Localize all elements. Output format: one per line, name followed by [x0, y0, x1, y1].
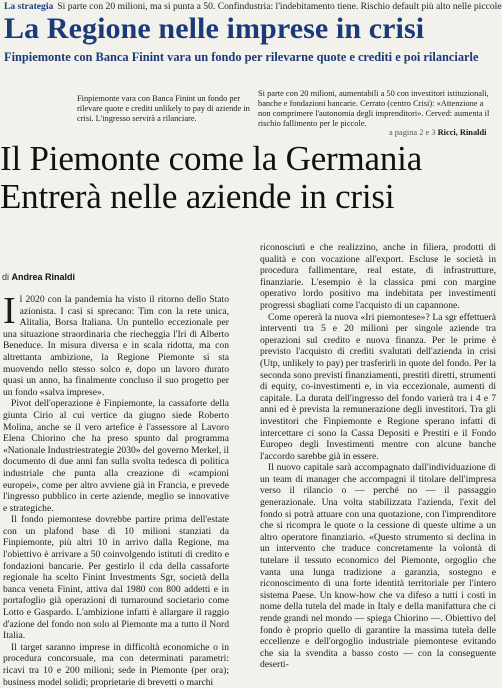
paragraph: Pivot dell'operazione è Finpiemonte, la cassaforte della giunta Cirio al cui vertice da giugno siede Roberto Molina, anche se il vero artefice è l'assessore al Lavoro Elena Chiorino che ha preso spunto dal programma «Nationale Industriestrategie 2030» del governo Merkel, il documento di due anni fan sulla svolta tedesca di politica industriale che punta alla creazione di «campioni europei», come per altro avviene già in Francia, e prevede l'ingresso pubblico in certe aziende, meglio se innovative e strategiche. — [3, 398, 229, 514]
paragraph: Come opererà la nuova «Iri piemontese»? La sgr effettuerà interventi tra 5 e 20 milioni per singole aziende tra operazioni sul credito e nuova finanza. Per le prime è previsto l'acquisto di crediti svalutati dell'azienda in crisi (Utp, unlikely to pay) per trasferirli in quote del fondo. Per la seconda sono previsti finanziamenti, prestiti diretti, strumenti di equity, co-investimenti e, in via eccezionale, aumenti di capitale. La durata dell'ingresso del fondo varierà tra i 4 e 7 anni ed è prevista la remunerazione degli investitori. Tra gli investitori che Finpiemonte e Regione sperano infatti di intercettare ci sono la Cassa Depositi e Prestiti e il Fondo Europeo degli Investimenti mentre con alcune banche l'accordo sarebbe già in essere. — [260, 311, 496, 462]
summary-box-right: Si parte con 20 milioni, aumentabili a 50 con investitori istituzionali, banche e fondazioni bancarie. Cerrato (centro Crisi): «Attenzione a non comprimere l'autonomia degli imprenditori». Cerved: aumenta il rischio fallimento per le piccole. — [258, 89, 490, 128]
paragraph-text: l 2020 con la pandemia ha visto il ritorno dello Stato azionista. I casi si sprecano: Tim con la rete unica, Alitalia, Borsa Italiana. Un puntello eccezionale per una situazione straordinaria che riecheggia l'Iri di Alberto Beneduce. In misura diversa e in scala ridotta, ma con altrettanta ambizione, la Regione Piemonte si sta muovendo nello stesso solco e, dopo un lavoro durato quasi un anno, ha finalmente concluso il suo progetto per un fondo «salva imprese». — [3, 294, 229, 398]
top-headline: La Regione nelle imprese in crisi — [4, 12, 425, 45]
main-headline-line2: Entrerà nelle aziende in crisi — [0, 177, 395, 216]
kicker — [4, 1, 500, 12]
dropcap: I — [3, 290, 16, 332]
byline-author: Andrea Rinaldi — [11, 272, 76, 282]
summary-authors: Ricci, Rinaldi — [437, 128, 487, 137]
paragraph: Il nuovo capitale sarà accompagnato dall'individuazione di un team di manager che accompagni il titolare dell'impresa verso il rilancio o — perché no — il passaggio generazionale. Una volta stabilizzata l'azienda, l'exit del fondo si potrà attuare con una quotazione, con l'imprenditore che si ricompra le quote o la cessione di queste ultime a un altro operatore finanziario. «Questo strumento si declina in un intervento che traduce concretamente la volontà di tutelare il tessuto economico del Piemonte, orgoglio che vanta una lunga tradizione a garanzia, sostegno e riconoscimento di una forte identità territoriale per l'intero sistema Paese. Un know-how che va difeso a tutti i costi in nome della tutela del made in Italy e della manifattura che ci rende grandi nel mondo — spiega Chiorino —. Obiettivo del fondo è proprio quello di garantire la massima tutela delle eccellenze e dell'orgoglio industriale piemontese evitando che sia la svendita a basso costo — con la conseguente deserti- — [260, 462, 496, 671]
paragraph: riconosciuti e che realizzino, anche in filiera, prodotti di qualità e con vocazione all'export. Escluse le società in procedura fallimentare, real estate, di infrastrutture, finanziarie. L'esempio è la classica pmi con margine operativo lordo positivo ma indebitata per investimenti progressi sbagliati come l'acquisto di un capannone. — [260, 242, 496, 311]
kicker-text: Si parte con 20 milioni, ma si punta a 50. Confindustria: l'indebitamento tiene. Rischio default più alto nelle piccole — [57, 1, 502, 12]
main-headline-line1: Il Piemonte come la Germania — [0, 139, 423, 178]
article-column-right — [260, 242, 496, 671]
byline — [2, 272, 75, 283]
paragraph: Il target saranno imprese in difficoltà economiche o in procedura concorsuale, ma con determinati parametri: ricavi tra 10 e 200 milioni; sede in Piemonte (per ora); business model solidi; proprietarie di brevetti o marchi — [3, 641, 229, 688]
paragraph: Il fondo piemontese dovrebbe partire prima dell'estate con un plafond base di 10 milioni stanziati da Finpiemonte, più altri 10 in arrivo dalla Regione, ma l'obiettivo è arrivare a 50 coinvolgendo istituti di credito e fondazioni bancarie. Per gestirlo il cda della cassaforte regionale ha scelto Finint Investments Sgr, società della banca veneta Finint, attiva dal 1980 con 800 addetti e in portafoglio già operazioni di turnaround societario come Lotto e Gaspardo. L'ambizione infatti è allargare il raggio d'azione del fondo non solo al Piemonte ma a tutto il Nord Italia. — [3, 514, 229, 642]
paragraph — [3, 290, 229, 398]
kicker-tag: La strategia — [4, 1, 54, 12]
top-deck: Finpiemonte con Banca Finint vara un fondo per rilevarne quote e crediti e poi rilanciarle — [4, 50, 479, 64]
page-reference: a pagina 2 e 3 — [389, 128, 436, 137]
article-column-left — [3, 290, 229, 688]
summary-box-left: Finpiemonte vara con Banca Finint un fondo per rilevare quote e crediti unlikely to pay di aziende in crisi. L'ingresso servirà a rilanciare. — [77, 94, 250, 123]
byline-prefix: di — [2, 272, 10, 282]
summary-meta — [389, 128, 486, 138]
